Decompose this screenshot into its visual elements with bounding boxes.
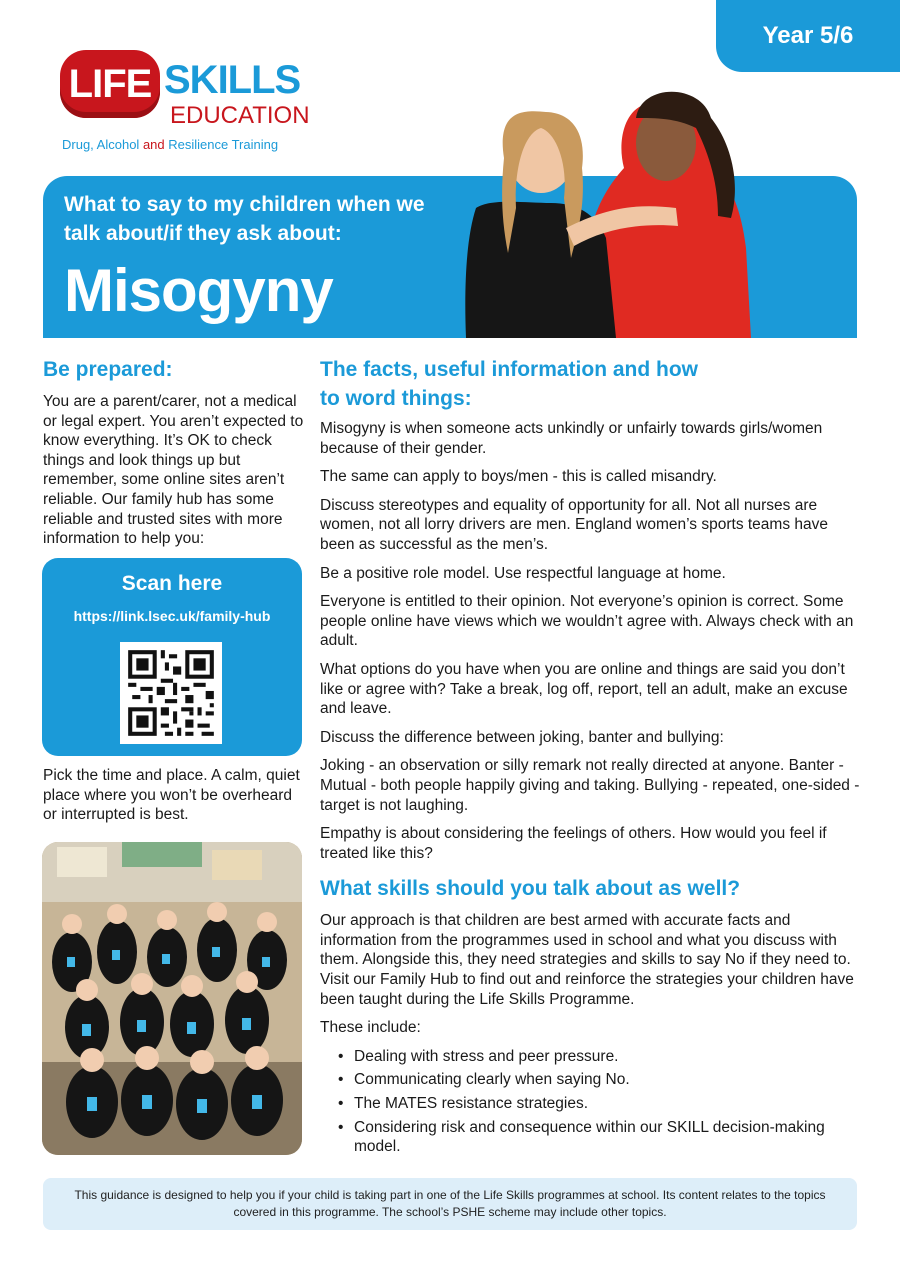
be-prepared-heading: Be prepared: bbox=[43, 358, 173, 381]
tagline-and: and bbox=[142, 137, 165, 152]
skills-list bbox=[320, 1047, 860, 1157]
facts-paragraph: Discuss stereotypes and equality of opportunity for all. Not all nurses are women, not all lorry drivers are men. England women’s sports teams have been as successful as the men’s. bbox=[320, 496, 828, 553]
year-label: Year 5/6 bbox=[762, 22, 854, 49]
facts-paragraph: Discuss the difference between joking, banter and bullying: bbox=[320, 728, 724, 746]
logo-life: LIFE bbox=[60, 50, 160, 118]
list-item: • Considering risk and consequence within our SKILL decision-making model. bbox=[338, 1118, 860, 1157]
logo-education: EDUCATION bbox=[170, 102, 310, 129]
life-skills-logo bbox=[60, 50, 320, 160]
tagline-part-b: Resilience Training bbox=[164, 137, 279, 152]
logo-tagline bbox=[62, 137, 278, 152]
class-photo-image bbox=[42, 842, 302, 1155]
list-item: • Dealing with stress and peer pressure. bbox=[338, 1047, 860, 1067]
hero-subtitle: What to say to my children when we talk about/if they ask about: bbox=[64, 193, 425, 245]
logo-skills: SKILLS bbox=[164, 58, 301, 102]
family-hub-link[interactable]: https://link.lsec.uk/family-hub bbox=[73, 608, 271, 624]
list-item: • Communicating clearly when saying No. bbox=[338, 1070, 860, 1090]
qr-code[interactable] bbox=[120, 642, 222, 744]
facts-paragraph: Empathy is about considering the feelings of others. How would you feel if treated like this? bbox=[320, 825, 827, 862]
qr-code-icon bbox=[120, 642, 222, 744]
scan-title: Scan here bbox=[121, 572, 223, 595]
skills-heading: What skills should you talk about as well? bbox=[320, 877, 741, 901]
scan-box bbox=[42, 558, 302, 756]
facts-paragraph: Everyone is entitled to their opinion. Not everyone’s opinion is correct. Some people online have views which we wouldn’t agree with. Always check with an adult. bbox=[320, 593, 854, 650]
facts-heading: The facts, useful information and how to word things: bbox=[320, 358, 699, 410]
facts-paragraph: What options do you have when you are online and things are said you don’t like or agree with? Take a break, log off, report, tell an adult, make an excuse and leave. bbox=[320, 660, 848, 718]
skills-includes: These include: bbox=[320, 1019, 421, 1037]
hero-title: Misogyny bbox=[64, 257, 333, 324]
be-prepared-text: You are a parent/carer, not a medical or legal expert. You aren’t expected to know everything. It’s OK to check things and look things up but remember, some online sites aren’t reliable. Our family hub has some reliable and trusted sites with more information to help you: bbox=[43, 393, 304, 548]
class-photo bbox=[42, 842, 302, 1155]
skills-paragraph: Our approach is that children are best armed with accurate facts and information from the programmes used in school and what you discuss with them. Alongside this, they need strategies and skills to say No if they need to. Visit our Family Hub to find out and reinforce the strategies your children have been taught during the Life Skills Programme. bbox=[320, 912, 854, 1008]
facts-paragraph: Be a positive role model. Use respectful language at home. bbox=[320, 564, 726, 582]
facts-paragraph: Joking - an observation or silly remark not really directed at anyone. Banter - Mutual - both people happily giving and taking. Bullying - repeated, one-sided - target is not laughing. bbox=[320, 757, 860, 814]
list-item: • The MATES resistance strategies. bbox=[338, 1094, 860, 1114]
facts-paragraph: The same can apply to boys/men - this is called misandry. bbox=[320, 468, 717, 486]
girls-illustration bbox=[456, 88, 756, 338]
footer-note bbox=[43, 1178, 857, 1230]
facts-section bbox=[320, 419, 860, 1161]
tagline-part-a: Drug, Alcohol bbox=[62, 137, 143, 152]
footer-text: This guidance is designed to help you if your child is taking part in one of the Life Skills programmes at school. Its content relates to the topics covered in this programme. The school’s PSHE scheme may include other topics. bbox=[74, 1188, 826, 1219]
facts-paragraph: Misogyny is when someone acts unkindly or unfairly towards girls/women because of their gender. bbox=[320, 420, 823, 457]
time-and-place-text: Pick the time and place. A calm, quiet place where you won’t be overheard or interrupted is best. bbox=[43, 767, 300, 824]
year-tab bbox=[716, 0, 900, 72]
